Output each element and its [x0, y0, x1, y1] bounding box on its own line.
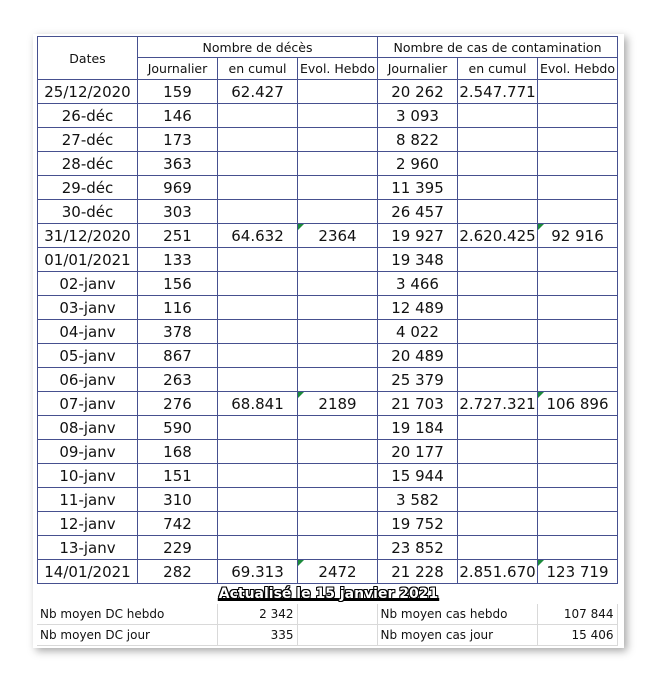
cases-weekly-cell[interactable]: [538, 464, 618, 488]
deaths-daily-cell[interactable]: 263: [138, 368, 218, 392]
deaths-daily-cell[interactable]: 303: [138, 200, 218, 224]
summary-table: [37, 604, 618, 646]
cases-weekly-cell[interactable]: 123 719: [538, 560, 618, 584]
cases-weekly-cell[interactable]: [538, 296, 618, 320]
summary-row-hebdo: [37, 604, 617, 625]
deaths-cumul-cell[interactable]: [218, 512, 298, 536]
cases-weekly-cell[interactable]: [538, 320, 618, 344]
table-row: [38, 392, 618, 416]
deaths-daily-cell[interactable]: 168: [138, 440, 218, 464]
deaths-cumul-cell[interactable]: [218, 320, 298, 344]
cases-cumul-cell[interactable]: [458, 272, 538, 296]
deaths-daily-cell[interactable]: 133: [138, 248, 218, 272]
deaths-weekly-cell[interactable]: [298, 464, 378, 488]
updated-label: Actualisé le 15 janvier 2021: [218, 586, 439, 602]
cases-cumul-cell[interactable]: [458, 488, 538, 512]
deaths-cumul-cell[interactable]: [218, 488, 298, 512]
table-row: [38, 464, 618, 488]
cell-indicator-icon: [538, 392, 544, 398]
deaths-daily-cell[interactable]: 251: [138, 224, 218, 248]
date-cell[interactable]: 30-déc: [38, 200, 138, 224]
date-cell[interactable]: 11-janv: [38, 488, 138, 512]
date-cell[interactable]: 09-janv: [38, 440, 138, 464]
cases-cumul-cell[interactable]: 2.620.425: [458, 224, 538, 248]
cases-weekly-cell[interactable]: [538, 536, 618, 560]
cas-jour-value[interactable]: 15 406: [537, 625, 617, 646]
cases-weekly-cell[interactable]: [538, 152, 618, 176]
cell-indicator-icon: [538, 224, 544, 230]
cases-daily-cell[interactable]: 25 379: [378, 368, 458, 392]
deaths-weekly-cell[interactable]: [298, 128, 378, 152]
deaths-daily-cell[interactable]: 363: [138, 152, 218, 176]
deaths-cumul-cell[interactable]: 69.313: [218, 560, 298, 584]
cases-cumul-cell[interactable]: [458, 440, 538, 464]
table-row: [38, 560, 618, 584]
deaths-daily-cell[interactable]: 867: [138, 344, 218, 368]
deaths-weekly-cell[interactable]: 2472: [298, 560, 378, 584]
deaths-weekly-cell[interactable]: [298, 368, 378, 392]
deaths-cumul-cell[interactable]: [218, 296, 298, 320]
cases-daily-cell[interactable]: 26 457: [378, 200, 458, 224]
dc-hebdo-label[interactable]: Nb moyen DC hebdo: [37, 604, 217, 625]
table-row: [38, 320, 618, 344]
cas-hebdo-label[interactable]: Nb moyen cas hebdo: [377, 604, 537, 625]
header-row-groups: [38, 37, 618, 58]
deaths-weekly-cell[interactable]: [298, 488, 378, 512]
cases-weekly-cell[interactable]: [538, 272, 618, 296]
cases-daily-cell[interactable]: 20 262: [378, 80, 458, 104]
deaths-daily-cell[interactable]: 173: [138, 128, 218, 152]
date-cell[interactable]: 05-janv: [38, 344, 138, 368]
table-row: [38, 344, 618, 368]
cases-weekly-cell[interactable]: [538, 200, 618, 224]
date-cell[interactable]: 29-déc: [38, 176, 138, 200]
date-cell[interactable]: 06-janv: [38, 368, 138, 392]
date-cell[interactable]: 01/01/2021: [38, 248, 138, 272]
cases-cumul-header[interactable]: en cumul: [458, 58, 538, 80]
cases-cumul-cell[interactable]: [458, 416, 538, 440]
dc-jour-label[interactable]: Nb moyen DC jour: [37, 625, 217, 646]
date-cell[interactable]: 07-janv: [38, 392, 138, 416]
cases-daily-cell[interactable]: 19 927: [378, 224, 458, 248]
cases-cumul-cell[interactable]: 2.851.670: [458, 560, 538, 584]
cases-cumul-cell[interactable]: [458, 320, 538, 344]
cases-cumul-cell[interactable]: [458, 512, 538, 536]
deaths-cumul-cell[interactable]: [218, 344, 298, 368]
date-cell[interactable]: 08-janv: [38, 416, 138, 440]
deaths-daily-header[interactable]: Journalier: [138, 58, 218, 80]
deaths-daily-cell[interactable]: 378: [138, 320, 218, 344]
deaths-weekly-cell[interactable]: [298, 104, 378, 128]
cases-cumul-cell[interactable]: [458, 344, 538, 368]
cases-weekly-cell[interactable]: [538, 488, 618, 512]
empty-cell[interactable]: [297, 625, 377, 646]
deaths-weekly-cell[interactable]: [298, 152, 378, 176]
table-row: [38, 488, 618, 512]
deaths-daily-cell[interactable]: 159: [138, 80, 218, 104]
date-cell[interactable]: 02-janv: [38, 272, 138, 296]
deaths-daily-cell[interactable]: 282: [138, 560, 218, 584]
deaths-cumul-cell[interactable]: [218, 464, 298, 488]
cases-daily-cell[interactable]: 20 177: [378, 440, 458, 464]
data-table: [37, 36, 618, 584]
date-cell[interactable]: 28-déc: [38, 152, 138, 176]
table-row: [38, 80, 618, 104]
deaths-weekly-cell[interactable]: [298, 344, 378, 368]
cases-daily-cell[interactable]: 19 752: [378, 512, 458, 536]
deaths-weekly-cell[interactable]: [298, 440, 378, 464]
cell-indicator-icon: [298, 224, 304, 230]
deaths-daily-cell[interactable]: 156: [138, 272, 218, 296]
table-row: [38, 296, 618, 320]
deaths-cumul-cell[interactable]: [218, 416, 298, 440]
summary-row-jour: [37, 625, 617, 646]
dates-header[interactable]: Dates: [38, 37, 138, 80]
cases-weekly-cell[interactable]: [538, 368, 618, 392]
deaths-daily-cell[interactable]: 116: [138, 296, 218, 320]
deaths-cumul-cell[interactable]: [218, 176, 298, 200]
deaths-cumul-cell[interactable]: [218, 248, 298, 272]
cases-cumul-cell[interactable]: 2.547.771: [458, 80, 538, 104]
deaths-daily-cell[interactable]: 229: [138, 536, 218, 560]
cases-cumul-cell[interactable]: 2.727.321: [458, 392, 538, 416]
deaths-weekly-header[interactable]: Evol. Hebdo: [298, 58, 378, 80]
cases-cumul-cell[interactable]: [458, 128, 538, 152]
deaths-weekly-cell[interactable]: [298, 320, 378, 344]
deaths-cumul-cell[interactable]: [218, 440, 298, 464]
deaths-daily-cell[interactable]: 742: [138, 512, 218, 536]
deaths-daily-cell[interactable]: 590: [138, 416, 218, 440]
table-row: [38, 200, 618, 224]
deaths-cumul-cell[interactable]: 62.427: [218, 80, 298, 104]
date-cell[interactable]: 12-janv: [38, 512, 138, 536]
cases-weekly-header[interactable]: Evol. Hebdo: [538, 58, 618, 80]
deaths-cumul-cell[interactable]: [218, 104, 298, 128]
deaths-weekly-cell[interactable]: [298, 176, 378, 200]
deaths-cumul-cell[interactable]: [218, 152, 298, 176]
deaths-daily-cell[interactable]: 146: [138, 104, 218, 128]
deaths-cumul-cell[interactable]: [218, 128, 298, 152]
deaths-weekly-cell[interactable]: [298, 80, 378, 104]
cases-daily-cell[interactable]: 15 944: [378, 464, 458, 488]
deaths-weekly-cell[interactable]: 2189: [298, 392, 378, 416]
cases-daily-cell[interactable]: 2 960: [378, 152, 458, 176]
date-cell[interactable]: 14/01/2021: [38, 560, 138, 584]
date-cell[interactable]: 31/12/2020: [38, 224, 138, 248]
cases-cumul-cell[interactable]: [458, 368, 538, 392]
deaths-weekly-cell[interactable]: [298, 200, 378, 224]
deaths-cumul-cell[interactable]: [218, 200, 298, 224]
cases-daily-cell[interactable]: 3 093: [378, 104, 458, 128]
table-row: [38, 176, 618, 200]
deaths-weekly-cell[interactable]: 2364: [298, 224, 378, 248]
deaths-weekly-cell[interactable]: [298, 512, 378, 536]
dc-jour-value[interactable]: 335: [217, 625, 297, 646]
cases-cumul-cell[interactable]: [458, 104, 538, 128]
cases-weekly-cell[interactable]: [538, 128, 618, 152]
cas-jour-label[interactable]: Nb moyen cas jour: [377, 625, 537, 646]
cases-daily-cell[interactable]: 11 395: [378, 176, 458, 200]
cases-weekly-cell[interactable]: [538, 416, 618, 440]
deaths-weekly-cell[interactable]: [298, 536, 378, 560]
cases-weekly-cell[interactable]: 92 916: [538, 224, 618, 248]
cases-daily-cell[interactable]: 21 228: [378, 560, 458, 584]
dc-hebdo-value[interactable]: 2 342: [217, 604, 297, 625]
date-cell[interactable]: 13-janv: [38, 536, 138, 560]
deaths-cumul-cell[interactable]: [218, 368, 298, 392]
cases-daily-cell[interactable]: 3 466: [378, 272, 458, 296]
cases-group-header[interactable]: Nombre de cas de contamination: [378, 37, 618, 58]
cases-cumul-cell[interactable]: [458, 296, 538, 320]
deaths-daily-cell[interactable]: 276: [138, 392, 218, 416]
deaths-daily-cell[interactable]: 151: [138, 464, 218, 488]
deaths-cumul-header[interactable]: en cumul: [218, 58, 298, 80]
cases-daily-cell[interactable]: 3 582: [378, 488, 458, 512]
deaths-weekly-cell[interactable]: [298, 248, 378, 272]
cell-indicator-icon: [298, 560, 304, 566]
deaths-weekly-cell[interactable]: [298, 272, 378, 296]
cell-indicator-icon: [298, 392, 304, 398]
cases-daily-header[interactable]: Journalier: [378, 58, 458, 80]
date-cell[interactable]: 03-janv: [38, 296, 138, 320]
cases-cumul-cell[interactable]: [458, 176, 538, 200]
empty-cell[interactable]: [297, 604, 377, 625]
deaths-cumul-cell[interactable]: 64.632: [218, 224, 298, 248]
cases-daily-cell[interactable]: 20 489: [378, 344, 458, 368]
table-row: [38, 512, 618, 536]
deaths-cumul-cell[interactable]: [218, 272, 298, 296]
cases-weekly-cell[interactable]: [538, 512, 618, 536]
date-cell[interactable]: 26-déc: [38, 104, 138, 128]
table-row: [38, 272, 618, 296]
cas-hebdo-value[interactable]: 107 844: [537, 604, 617, 625]
deaths-cumul-cell[interactable]: 68.841: [218, 392, 298, 416]
deaths-daily-cell[interactable]: 310: [138, 488, 218, 512]
table-row: [38, 440, 618, 464]
cell-indicator-icon: [538, 560, 544, 566]
spreadsheet-sheet: [33, 34, 624, 648]
table-row: [38, 248, 618, 272]
cases-cumul-cell[interactable]: [458, 152, 538, 176]
cases-weekly-cell[interactable]: [538, 440, 618, 464]
date-cell[interactable]: 27-déc: [38, 128, 138, 152]
table-row: [38, 128, 618, 152]
cases-daily-cell[interactable]: 19 348: [378, 248, 458, 272]
date-cell[interactable]: 25/12/2020: [38, 80, 138, 104]
cases-cumul-cell[interactable]: [458, 464, 538, 488]
cases-cumul-cell[interactable]: [458, 248, 538, 272]
cases-weekly-cell[interactable]: [538, 80, 618, 104]
cases-weekly-cell[interactable]: [538, 176, 618, 200]
deaths-group-header[interactable]: Nombre de décès: [138, 37, 378, 58]
date-cell[interactable]: 10-janv: [38, 464, 138, 488]
cases-cumul-cell[interactable]: [458, 200, 538, 224]
cases-daily-cell[interactable]: 4 022: [378, 320, 458, 344]
date-cell[interactable]: 04-janv: [38, 320, 138, 344]
cases-daily-cell[interactable]: 19 184: [378, 416, 458, 440]
deaths-weekly-cell[interactable]: [298, 296, 378, 320]
table-row: [38, 224, 618, 248]
deaths-weekly-cell[interactable]: [298, 416, 378, 440]
cases-daily-cell[interactable]: 23 852: [378, 536, 458, 560]
cases-cumul-cell[interactable]: [458, 536, 538, 560]
cases-weekly-cell[interactable]: 106 896: [538, 392, 618, 416]
cases-daily-cell[interactable]: 12 489: [378, 296, 458, 320]
deaths-daily-cell[interactable]: 969: [138, 176, 218, 200]
table-row: [38, 416, 618, 440]
cases-weekly-cell[interactable]: [538, 104, 618, 128]
cases-weekly-cell[interactable]: [538, 248, 618, 272]
table-row: [38, 536, 618, 560]
cases-daily-cell[interactable]: 8 822: [378, 128, 458, 152]
cases-weekly-cell[interactable]: [538, 344, 618, 368]
cases-daily-cell[interactable]: 21 703: [378, 392, 458, 416]
table-row: [38, 104, 618, 128]
table-row: [38, 152, 618, 176]
deaths-cumul-cell[interactable]: [218, 536, 298, 560]
table-row: [38, 368, 618, 392]
